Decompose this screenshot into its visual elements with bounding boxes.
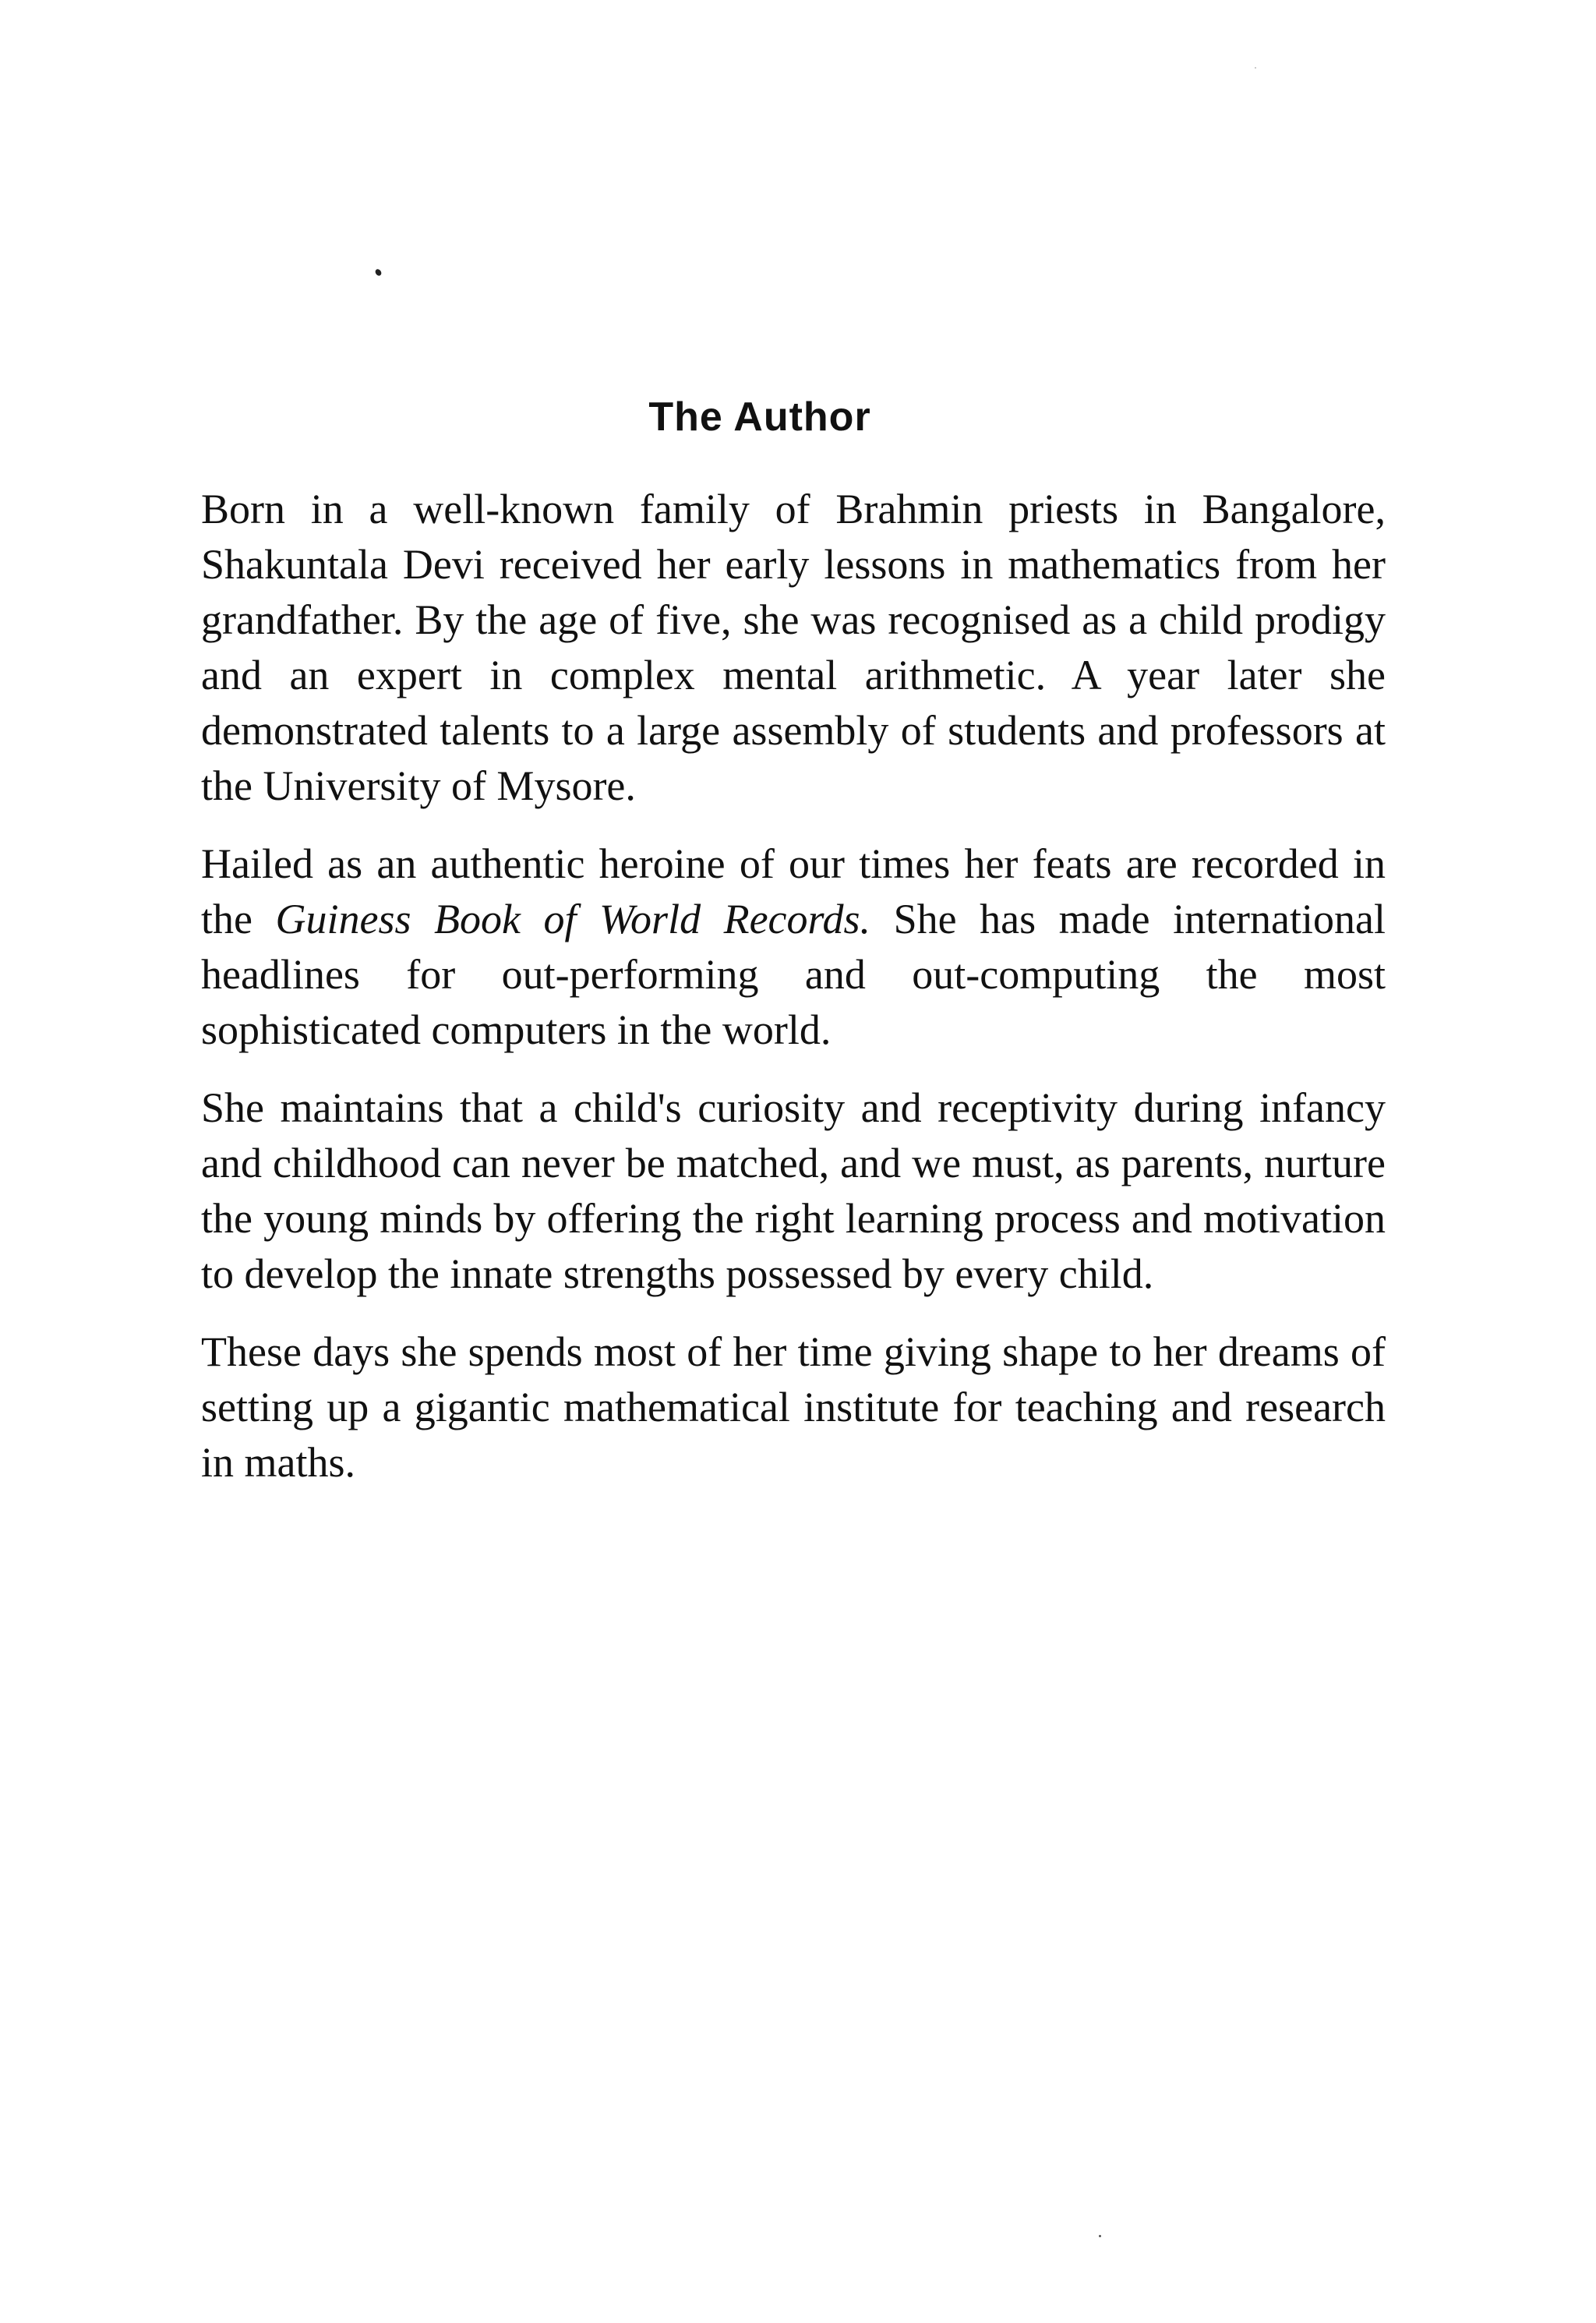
ink-speck bbox=[374, 268, 383, 277]
book-title-italic: Guiness Book of World Records. bbox=[275, 896, 871, 942]
bio-paragraph-1: Born in a well-known family of Brahmin priests in Bangalore, Shakuntala Devi received her early lessons in mathematics from her grandfather. By the age of five, she was recognised as a child prodigy and an expert in complex mental arithmetic. A year later she demonstrated talents to a large assembly of students and professors at the University of Mysore. bbox=[201, 486, 1386, 809]
author-bio bbox=[201, 482, 1386, 1513]
bio-paragraph-2 bbox=[201, 836, 1386, 1058]
ink-speck bbox=[1255, 67, 1256, 69]
page-title: The Author bbox=[648, 394, 871, 440]
bio-paragraph-3: She maintains that a child's curiosity and receptivity during infancy and childhood can never be matched, and we must, as parents, nurture the young minds by offering the right learning process and motivation to develop the innate strengths possessed by every child. bbox=[201, 1084, 1386, 1297]
bio-paragraph-2-text-start: Hailed as an authentic heroine of our times her feats are recorded in the bbox=[201, 840, 1386, 942]
bio-paragraph-4: These days she spends most of her time giving shape to her dreams of setting up a gigantic mathematical institute for teaching and research in maths. bbox=[201, 1328, 1386, 1486]
ink-speck bbox=[1099, 2235, 1101, 2237]
bio-paragraph-2-text-end: She has made international headlines for out-performing and out-computing the most sophisticated computers in the world. bbox=[201, 896, 1386, 1053]
